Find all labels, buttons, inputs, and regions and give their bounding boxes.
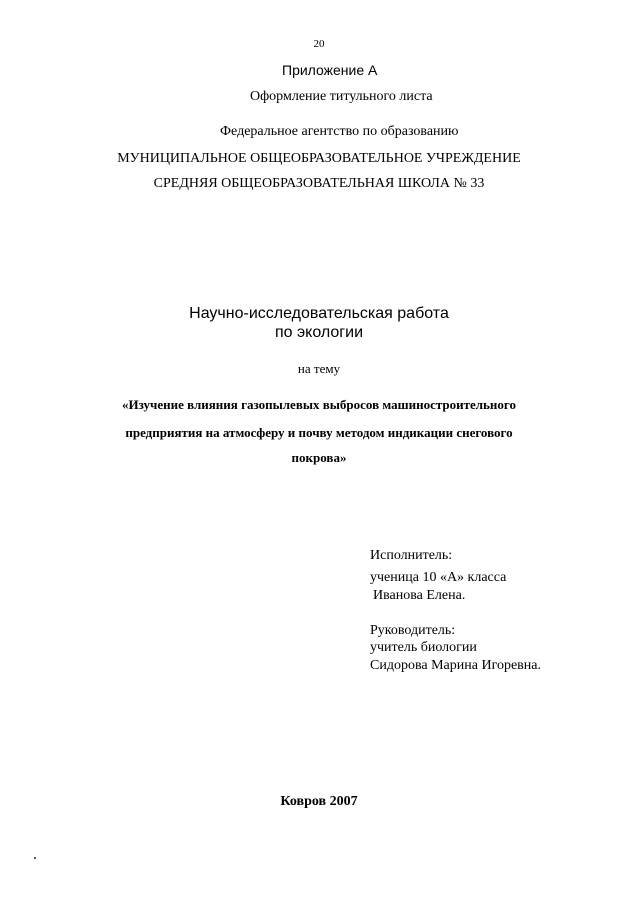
- supervisor-label: Руководитель:: [370, 623, 456, 638]
- appendix-subtitle: Оформление титульного листа: [250, 89, 433, 104]
- work-title-line-3: покрова»: [291, 450, 347, 465]
- institution-line-2: СРЕДНЯЯ ОБЩЕОБРАЗОВАТЕЛЬНАЯ ШКОЛА № 33: [153, 176, 485, 191]
- supervisor-name: Сидорова Марина Игоревна.: [370, 658, 541, 673]
- executor-label: Исполнитель:: [370, 548, 453, 563]
- institution-line-1: МУНИЦИПАЛЬНОЕ ОБЩЕОБРАЗОВАТЕЛЬНОЕ УЧРЕЖДЕНИЕ: [117, 151, 521, 166]
- on-topic-label: на тему: [297, 361, 341, 376]
- agency-name: Федеральное агентство по образованию: [220, 124, 459, 139]
- work-title-line-2: предприятия на атмосферу и почву методом индикации снегового: [125, 425, 513, 440]
- supervisor-role: учитель биологии: [370, 640, 477, 655]
- stray-dot: [34, 857, 36, 859]
- work-type: Научно-исследовательская работа: [189, 305, 449, 322]
- executor-role: ученица 10 «А» класса: [370, 570, 507, 585]
- executor-name: Иванова Елена.: [373, 588, 466, 603]
- city-year: Ковров 2007: [280, 794, 358, 809]
- page-number: 20: [313, 38, 325, 50]
- work-title-line-1: «Изучение влияния газопылевых выбросов машиностроительного: [121, 397, 517, 412]
- appendix-heading: Приложение А: [282, 62, 378, 78]
- discipline: по экологии: [274, 324, 364, 341]
